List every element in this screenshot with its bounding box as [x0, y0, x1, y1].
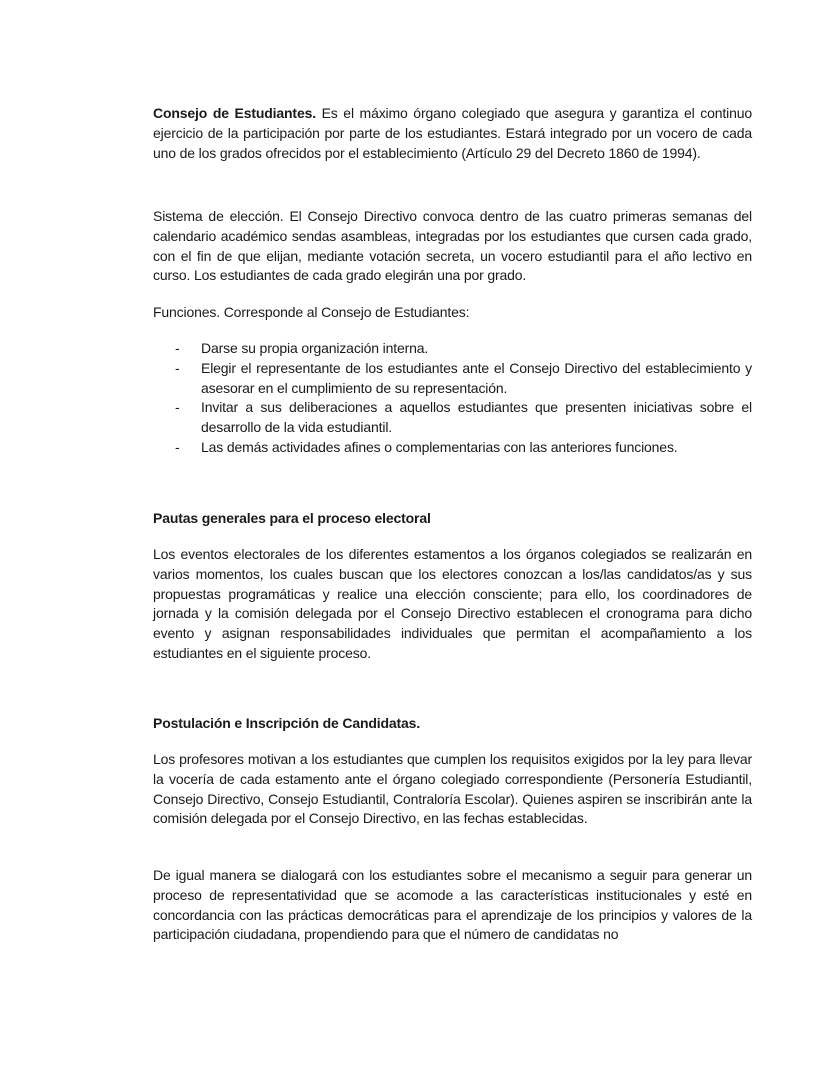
- list-item-text: Las demás actividades afines o complementarias con las anteriores funciones.: [201, 438, 678, 455]
- postulacion-paragraph-1: Los profesores motivan a los estudiantes que cumplen los requisitos exigidos por la ley para llevar la vocería de cada estamento ante el órgano colegiado correspondiente (Personería Estudiantil, Consejo Directivo, Consejo Estudiantil, Contraloría Escolar). Quienes aspiren se inscribirán ante la comisión delegada por el Consejo Directivo, en las fechas establecidas.: [153, 751, 752, 827]
- bullet-dash: -: [175, 359, 180, 376]
- pautas-paragraph: Los eventos electorales de los diferentes estamentos a los órganos colegiados se realizarán en varios momentos, los cuales buscan que los electores conozcan a los/las candidatos/as y sus propuestas programáticas y realice una elección consciente; para ello, los coordinadores de jornada y la comisión delegada por el Consejo Directivo establecen el cronograma para dicho evento y asignan responsabilidades individuales que permitan el acompañamiento a los estudiantes en el siguiente proceso.: [153, 546, 752, 661]
- list-item-text: Elegir el representante de los estudiantes ante el Consejo Directivo del establecimiento y asesorar en el cumplimiento de su representación.: [201, 359, 752, 396]
- consejo-estudiantes-lead: Consejo de Estudiantes.: [153, 105, 316, 121]
- paragraph-text: Es el máximo órgano colegiado que asegura y garantiza el continuo ejercicio de la participación por parte de los estudiantes. Estará integrado por un vocero de cada uno de los grados ofrecidos por el establecimiento (Artículo 29 del Decreto 1860 de 1994).: [153, 105, 753, 161]
- bullet-dash: -: [175, 340, 180, 356]
- bullet-dash: -: [175, 399, 180, 416]
- postulacion-paragraph-2: De igual manera se dialogará con los estudiantes sobre el mecanismo a seguir para generar un proceso de representatividad que se acomode a las características institucionales y esté en concordancia con las prácticas democráticas para el aprendizaje de los principios y valores de la participación ciudadana, propendiendo para que el número de candidatas no: [153, 867, 752, 943]
- list-item: [153, 398, 752, 438]
- list-item-text: Darse su propia organización interna.: [201, 340, 429, 356]
- list-item-text: Invitar a sus deliberaciones a aquellos estudiantes que presenten iniciativas sobre el desarrollo de la vida estudiantil.: [201, 399, 752, 436]
- funciones-paragraph: Funciones. Corresponde al Consejo de Estudiantes:: [153, 304, 470, 320]
- list-item: [153, 359, 752, 399]
- list-item: [153, 339, 752, 359]
- consejo-estudiantes-paragraph: [153, 104, 752, 163]
- bullet-dash: -: [175, 438, 180, 455]
- pautas-heading: Pautas generales para el proceso electoral: [153, 510, 431, 526]
- sistema-eleccion-paragraph: Sistema de elección. El Consejo Directivo convoca dentro de las cuatro primeras semanas del calendario académico sendas asambleas, integradas por los estudiantes que cursen cada grado, con el fin de que elijan, mediante votación secreta, un vocero estudiantil para el año lectivo en curso. Los estudiantes de cada grado elegirán una por grado.: [153, 208, 752, 284]
- postulacion-heading: Postulación e Inscripción de Candidatas.: [153, 715, 421, 731]
- list-item: [153, 438, 752, 458]
- funciones-list: [153, 339, 752, 458]
